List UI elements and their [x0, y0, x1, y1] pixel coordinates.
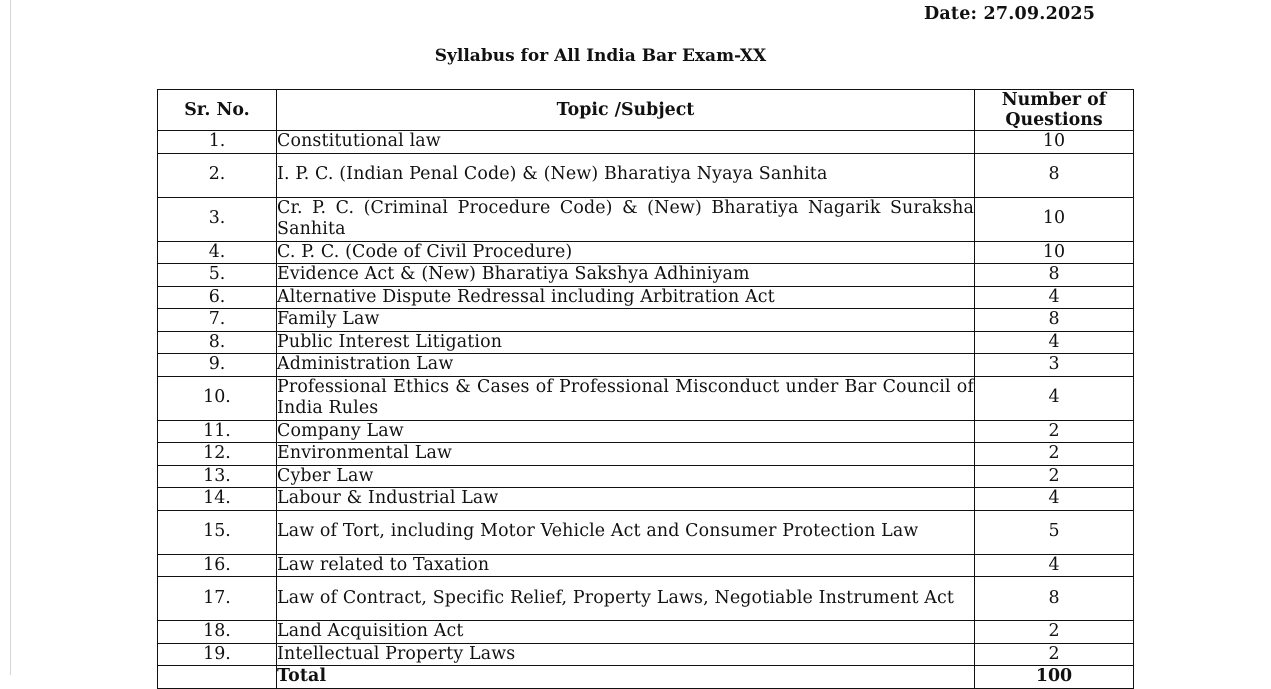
document-title-text: Syllabus for All India Bar Exam-XX — [434, 46, 767, 66]
questions-cell: 8 — [975, 309, 1134, 332]
questions-cell: 2 — [975, 465, 1134, 488]
questions-cell: 8 — [975, 577, 1134, 621]
topic-cell: Cr. P. C. (Criminal Procedure Code) & (New) Bharatiya Nagarik Suraksha Sanhita — [277, 197, 974, 239]
questions-cell: 2 — [975, 420, 1134, 443]
sr-no-cell: 18. — [158, 621, 277, 644]
table-row — [158, 131, 1134, 154]
table-row — [158, 465, 1134, 488]
questions-cell: 4 — [975, 488, 1134, 511]
table-row — [158, 376, 1134, 420]
table-row — [158, 354, 1134, 377]
sr-no-cell: 1. — [158, 131, 277, 154]
questions-cell: 3 — [975, 354, 1134, 377]
topic-cell: Administration Law — [277, 354, 975, 377]
table-row — [158, 577, 1134, 621]
questions-cell: 10 — [975, 241, 1134, 264]
sr-no-cell: 14. — [158, 488, 277, 511]
table-row — [158, 510, 1134, 554]
sr-no-cell: 9. — [158, 354, 277, 377]
total-row — [158, 666, 1134, 689]
sr-no-cell: 4. — [158, 241, 277, 264]
topic-cell: Labour & Industrial Law — [277, 488, 975, 511]
topic-cell: Evidence Act & (New) Bharatiya Sakshya Adhiniyam — [277, 264, 975, 287]
sr-no-cell: 7. — [158, 309, 277, 332]
table-row — [158, 643, 1134, 666]
topic-cell: Professional Ethics & Cases of Professional Misconduct under Bar Council of India Rules — [277, 376, 974, 418]
table-row — [158, 264, 1134, 287]
sr-no-cell: 12. — [158, 443, 277, 466]
topic-cell: Law of Tort, including Motor Vehicle Act and Consumer Protection Law — [277, 510, 975, 554]
column-header-topic: Topic /Subject — [277, 90, 975, 131]
table-row — [158, 621, 1134, 644]
topic-cell: C. P. C. (Code of Civil Procedure) — [277, 241, 975, 264]
table-row — [158, 197, 1134, 241]
questions-cell: 4 — [975, 376, 1134, 420]
questions-cell: 4 — [975, 554, 1134, 577]
topic-cell: Family Law — [277, 309, 975, 332]
questions-cell: 10 — [975, 197, 1134, 241]
questions-cell: 8 — [975, 264, 1134, 287]
questions-cell: 8 — [975, 153, 1134, 197]
questions-cell: 2 — [975, 443, 1134, 466]
sr-no-cell: 8. — [158, 331, 277, 354]
table-row — [158, 309, 1134, 332]
sr-no-cell: 16. — [158, 554, 277, 577]
table-row — [158, 153, 1134, 197]
sr-no-cell: 6. — [158, 286, 277, 309]
column-header-questions-label: Number of Questions — [1001, 90, 1107, 130]
questions-cell: 5 — [975, 510, 1134, 554]
column-header-sr-no: Sr. No. — [158, 90, 277, 131]
sr-no-cell: 15. — [158, 510, 277, 554]
sr-no-cell: 3. — [158, 197, 277, 241]
sr-no-cell: 13. — [158, 465, 277, 488]
questions-cell: 2 — [975, 621, 1134, 644]
topic-cell: Law related to Taxation — [277, 554, 975, 577]
table-row — [158, 443, 1134, 466]
table-row — [158, 488, 1134, 511]
syllabus-table — [157, 89, 1134, 689]
table-row — [158, 286, 1134, 309]
questions-cell: 4 — [975, 331, 1134, 354]
questions-cell: 4 — [975, 286, 1134, 309]
table-row — [158, 241, 1134, 264]
column-header-questions — [975, 90, 1134, 131]
sr-no-cell: 10. — [158, 376, 277, 420]
table-row — [158, 420, 1134, 443]
questions-cell: 2 — [975, 643, 1134, 666]
document-title — [0, 46, 1271, 66]
topic-cell: Company Law — [277, 420, 975, 443]
topic-cell: I. P. C. (Indian Penal Code) & (New) Bharatiya Nyaya Sanhita — [277, 153, 975, 197]
sr-no-cell: 11. — [158, 420, 277, 443]
sr-no-cell: 17. — [158, 577, 277, 621]
sr-no-cell: 2. — [158, 153, 277, 197]
page-edge-divider — [10, 0, 11, 675]
topic-cell: Land Acquisition Act — [277, 621, 975, 644]
total-label-cell: Total — [277, 666, 975, 689]
topic-cell: Environmental Law — [277, 443, 975, 466]
topic-cell: Alternative Dispute Redressal including Arbitration Act — [277, 286, 975, 309]
questions-cell: 10 — [975, 131, 1134, 154]
topic-cell: Law of Contract, Specific Relief, Property Laws, Negotiable Instrument Act — [277, 577, 975, 621]
table-row — [158, 554, 1134, 577]
topic-cell: Constitutional law — [277, 131, 975, 154]
total-sr-cell — [158, 666, 277, 689]
table-header-row — [158, 90, 1134, 131]
sr-no-cell: 19. — [158, 643, 277, 666]
topic-cell: Public Interest Litigation — [277, 331, 975, 354]
table-row — [158, 331, 1134, 354]
sr-no-cell: 5. — [158, 264, 277, 287]
document-date: Date: 27.09.2025 — [924, 4, 1096, 24]
topic-cell: Cyber Law — [277, 465, 975, 488]
topic-cell: Intellectual Property Laws — [277, 643, 975, 666]
total-questions-cell: 100 — [975, 666, 1134, 689]
